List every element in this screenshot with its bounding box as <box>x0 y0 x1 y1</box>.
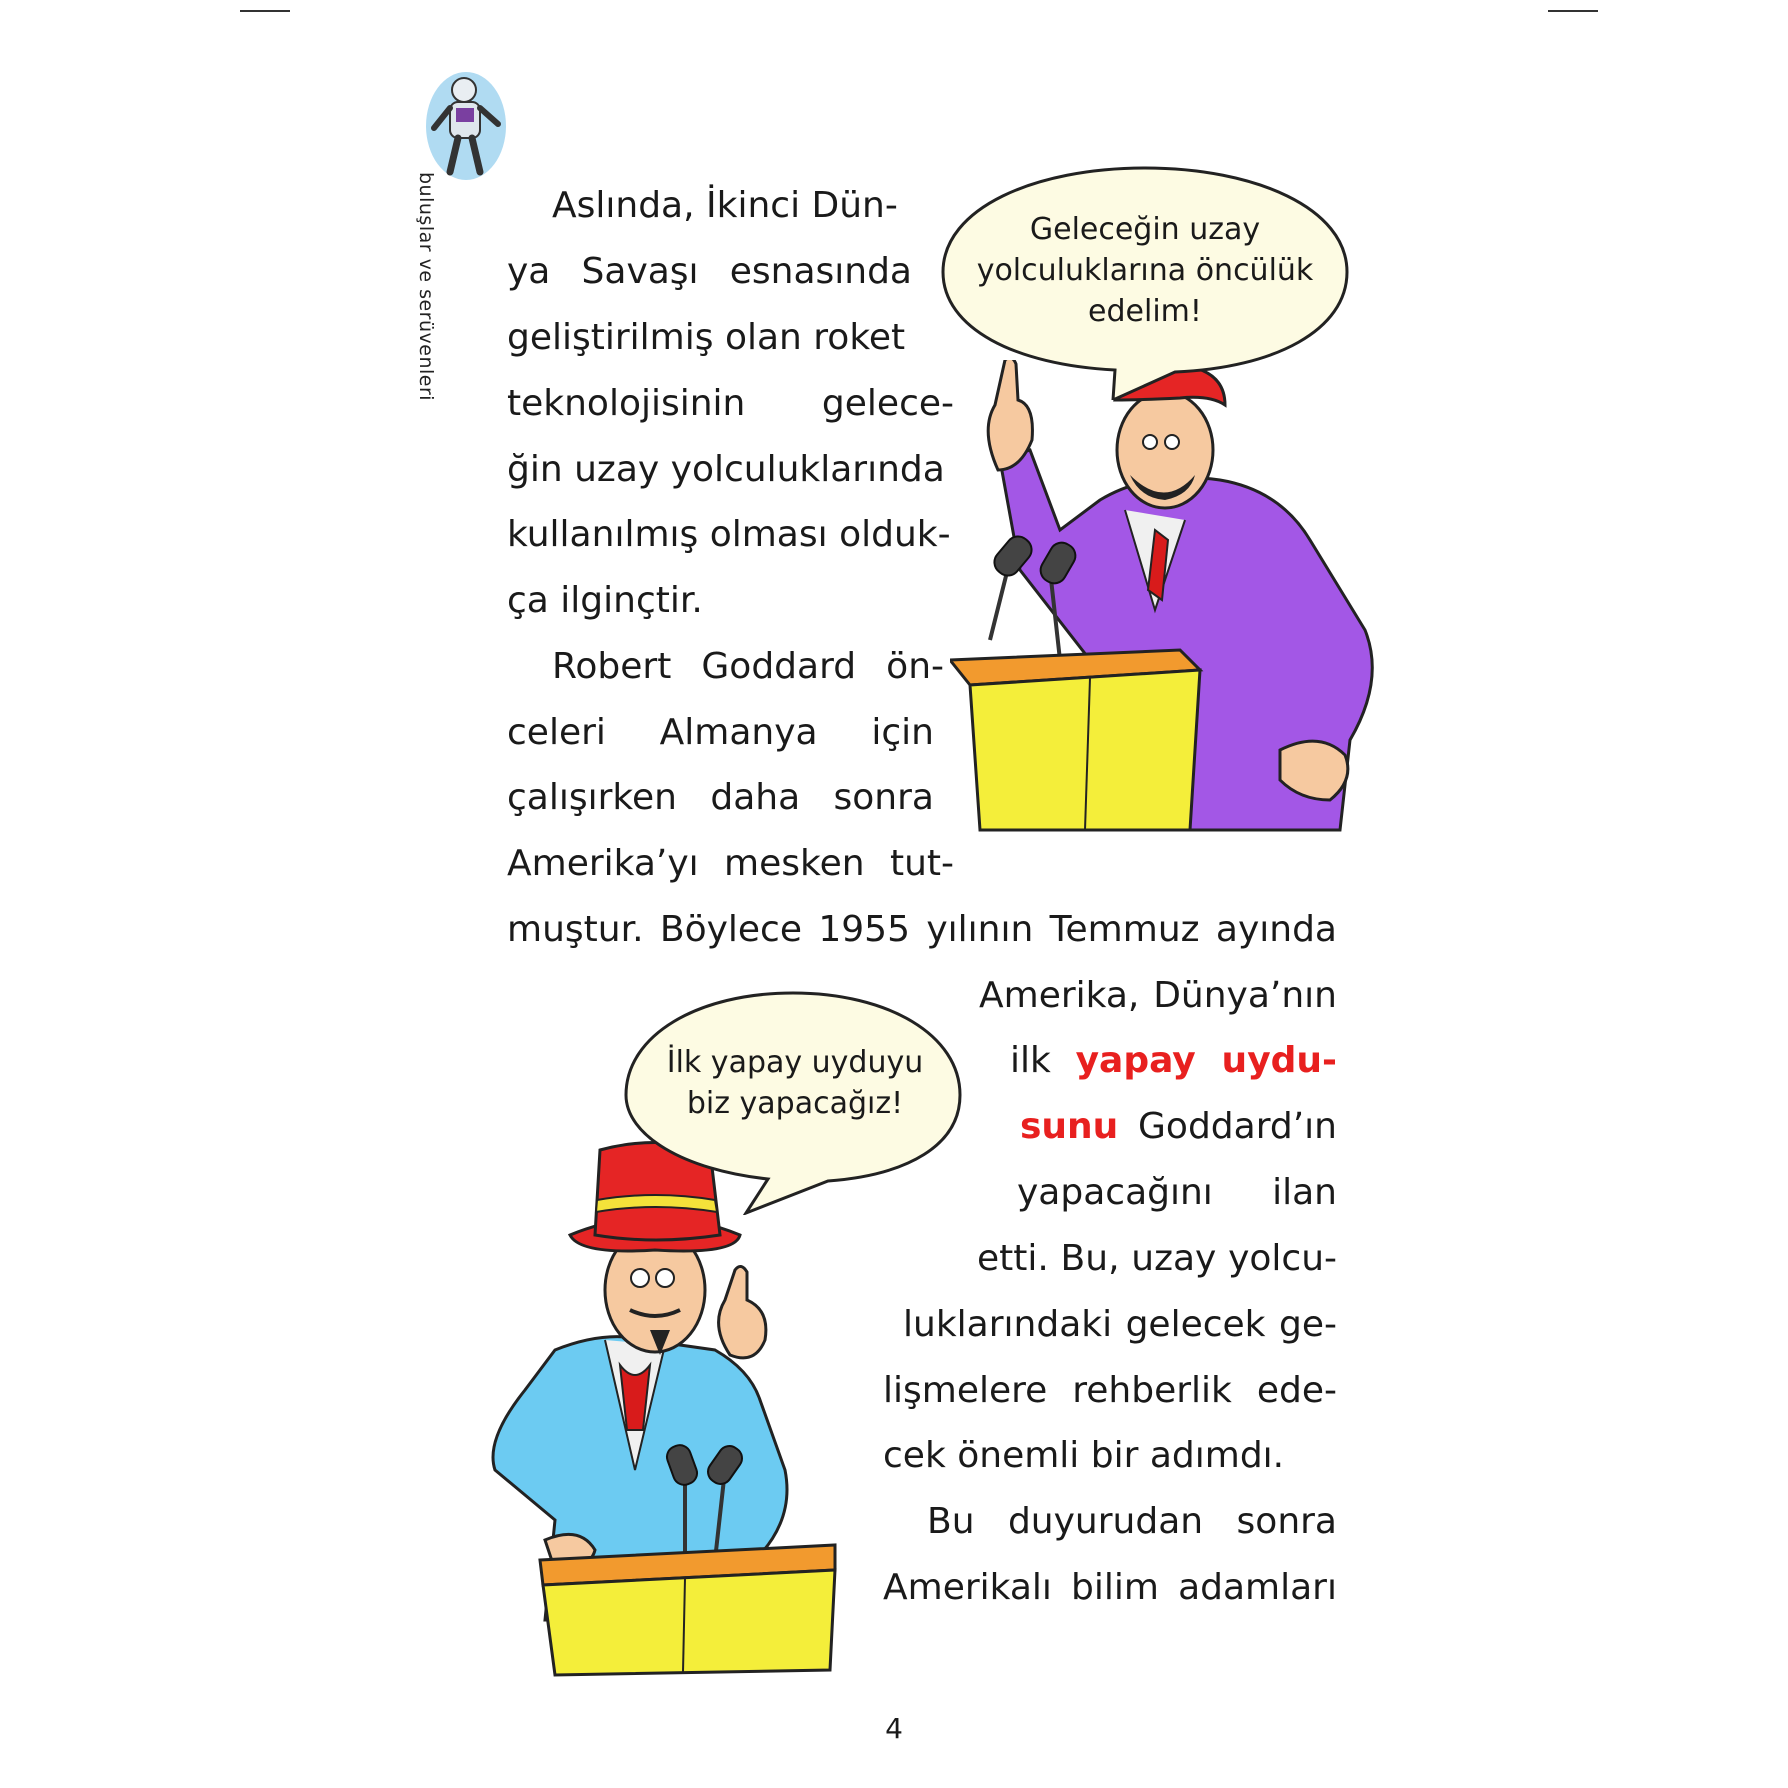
word-ilk: ilk <box>1010 1040 1051 1081</box>
bubble-bottom-line-2: biz yapacağız! <box>686 1086 904 1121</box>
body-line-19: lişmelere rehberlik ede- <box>883 1370 1337 1411</box>
body-line-10: çalışırken daha sonra <box>507 777 934 818</box>
crop-mark-right <box>1548 10 1598 12</box>
body-line-9: celeri Almanya için <box>507 712 934 753</box>
body-line-1: Aslında, İkinci Dün- <box>552 185 898 226</box>
body-line-13: Amerika, Dünya’nın <box>979 975 1337 1016</box>
body-line-5: ğin uzay yolculuklarında <box>507 449 945 490</box>
body-line-6: kullanılmış olması olduk- <box>507 514 951 555</box>
body-line-17: etti. Bu, uzay yolcu- <box>977 1238 1337 1279</box>
crop-mark-left <box>240 10 290 12</box>
blue-speaker-illustration <box>485 1140 845 1680</box>
body-line-14 <box>1010 1031 1337 1091</box>
body-line-21: Bu duyurudan sonra <box>927 1501 1337 1542</box>
body-line-7: ça ilginçtir. <box>507 580 703 621</box>
word-goddardin: Goddard’ın <box>1138 1106 1337 1147</box>
body-line-3: geliştirilmiş olan roket <box>507 317 906 358</box>
speech-bubble-bottom <box>660 1042 930 1124</box>
body-line-2: ya Savaşı esnasında <box>507 251 912 292</box>
side-label: buluşlar ve serüvenleri <box>415 172 437 402</box>
page-number: 4 <box>885 1712 903 1745</box>
body-line-22: Amerikalı bilim adamları <box>883 1567 1337 1608</box>
body-line-8: Robert Goddard ön- <box>552 646 944 687</box>
body-line-18: luklarındaki gelecek ge- <box>903 1304 1337 1345</box>
body-line-11: Amerika’yı mesken tut- <box>507 843 954 884</box>
body-line-4: teknolojisinin gelece- <box>507 383 954 424</box>
bubble-top-line-3: edelim! <box>1088 294 1202 329</box>
astronaut-emblem-icon <box>420 68 508 186</box>
bubble-bottom-line-1: İlk yapay uyduyu <box>666 1045 924 1080</box>
body-line-16 <box>1017 1163 1337 1223</box>
body-line-20: cek önemli bir adımdı. <box>883 1435 1285 1476</box>
highlight-yapay-uydu: yapay uydu- <box>1075 1040 1337 1081</box>
highlight-sunu: sunu <box>1020 1106 1119 1147</box>
body-line-12: muştur. Böylece 1955 yılının Temmuz ayında <box>507 909 1337 950</box>
purple-speaker-illustration <box>950 360 1420 840</box>
word-ilan: ilan <box>1272 1172 1337 1213</box>
word-yapacagini: yapacağını <box>1017 1172 1213 1213</box>
bubble-top-line-2: yolculuklarına öncülük <box>976 253 1314 288</box>
speech-bubble-top <box>965 209 1325 332</box>
bubble-top-line-1: Geleceğin uzay <box>1029 212 1261 247</box>
body-line-15 <box>1020 1097 1337 1157</box>
